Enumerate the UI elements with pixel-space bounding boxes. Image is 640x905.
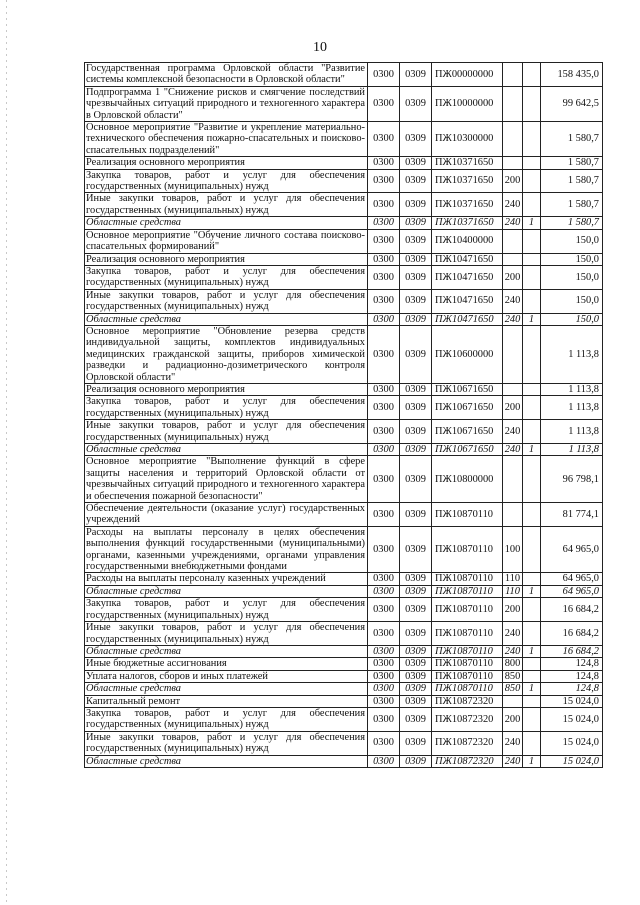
expense-name-cell: Областные средства <box>85 313 368 325</box>
subsection-code-cell: 0309 <box>400 456 432 503</box>
funding-source-cell <box>523 265 541 289</box>
expense-name-cell: Реализация основного мероприятия <box>85 253 368 265</box>
expense-type-cell: 240 <box>503 755 523 767</box>
table-row <box>85 157 603 169</box>
section-code-cell: 0300 <box>368 313 400 325</box>
table-row <box>85 383 603 395</box>
section-code-cell: 0300 <box>368 229 400 253</box>
table-row <box>85 396 603 420</box>
funding-source-cell <box>523 325 541 383</box>
funding-source-cell <box>523 193 541 217</box>
subsection-code-cell: 0309 <box>400 86 432 121</box>
expense-type-cell <box>503 253 523 265</box>
expense-type-cell <box>503 383 523 395</box>
table-row <box>85 658 603 670</box>
table-row <box>85 253 603 265</box>
subsection-code-cell: 0309 <box>400 420 432 444</box>
subsection-code-cell: 0309 <box>400 585 432 597</box>
subsection-code-cell: 0309 <box>400 217 432 229</box>
target-article-cell: ПЖ10671650 <box>432 383 503 395</box>
funding-source-cell <box>523 383 541 395</box>
amount-cell: 1 580,7 <box>541 169 603 193</box>
expense-name-cell: Основное мероприятие "Обновление резерва средств индивидуальной защиты, комплектов индивидуальных медицинских гражданской защиты, приборов химической разведки и радиационно-дозиметрического контроля Орловской области" <box>85 325 368 383</box>
table-row <box>85 731 603 755</box>
expense-type-cell: 200 <box>503 169 523 193</box>
amount-cell: 15 024,0 <box>541 755 603 767</box>
section-code-cell: 0300 <box>368 444 400 456</box>
expense-type-cell: 240 <box>503 193 523 217</box>
section-code-cell: 0300 <box>368 645 400 657</box>
target-article-cell: ПЖ10870110 <box>432 598 503 622</box>
subsection-code-cell: 0309 <box>400 622 432 646</box>
funding-source-cell <box>523 122 541 157</box>
target-article-cell: ПЖ10870110 <box>432 573 503 585</box>
amount-cell: 64 965,0 <box>541 573 603 585</box>
funding-source-cell <box>523 670 541 682</box>
target-article-cell: ПЖ10371650 <box>432 169 503 193</box>
funding-source-cell <box>523 598 541 622</box>
target-article-cell: ПЖ10000000 <box>432 86 503 121</box>
section-code-cell: 0300 <box>368 695 400 707</box>
subsection-code-cell: 0309 <box>400 731 432 755</box>
expense-type-cell: 240 <box>503 217 523 229</box>
expense-name-cell: Областные средства <box>85 683 368 695</box>
section-code-cell: 0300 <box>368 325 400 383</box>
expense-name-cell: Областные средства <box>85 444 368 456</box>
expense-type-cell <box>503 157 523 169</box>
target-article-cell: ПЖ10471650 <box>432 313 503 325</box>
target-article-cell: ПЖ10872320 <box>432 707 503 731</box>
subsection-code-cell: 0309 <box>400 265 432 289</box>
subsection-code-cell: 0309 <box>400 707 432 731</box>
subsection-code-cell: 0309 <box>400 193 432 217</box>
expense-type-cell: 200 <box>503 396 523 420</box>
target-article-cell: ПЖ10600000 <box>432 325 503 383</box>
target-article-cell: ПЖ10870110 <box>432 585 503 597</box>
table-row <box>85 707 603 731</box>
section-code-cell: 0300 <box>368 707 400 731</box>
funding-source-cell: 1 <box>523 217 541 229</box>
subsection-code-cell: 0309 <box>400 503 432 527</box>
expense-name-cell: Иные закупки товаров, работ и услуг для обеспечения государственных (муниципальных) нужд <box>85 731 368 755</box>
table-row <box>85 313 603 325</box>
amount-cell: 150,0 <box>541 313 603 325</box>
funding-source-cell <box>523 86 541 121</box>
expense-name-cell: Областные средства <box>85 585 368 597</box>
section-code-cell: 0300 <box>368 731 400 755</box>
table-row <box>85 755 603 767</box>
funding-source-cell <box>523 396 541 420</box>
funding-source-cell <box>523 289 541 313</box>
amount-cell: 150,0 <box>541 289 603 313</box>
funding-source-cell: 1 <box>523 444 541 456</box>
funding-source-cell <box>523 658 541 670</box>
section-code-cell: 0300 <box>368 456 400 503</box>
section-code-cell: 0300 <box>368 169 400 193</box>
expense-type-cell <box>503 229 523 253</box>
table-row <box>85 86 603 121</box>
section-code-cell: 0300 <box>368 265 400 289</box>
subsection-code-cell: 0309 <box>400 573 432 585</box>
budget-table-body <box>85 63 603 768</box>
expense-type-cell: 240 <box>503 444 523 456</box>
subsection-code-cell: 0309 <box>400 645 432 657</box>
section-code-cell: 0300 <box>368 86 400 121</box>
subsection-code-cell: 0309 <box>400 122 432 157</box>
amount-cell: 15 024,0 <box>541 707 603 731</box>
target-article-cell: ПЖ10671650 <box>432 396 503 420</box>
section-code-cell: 0300 <box>368 670 400 682</box>
amount-cell: 1 580,7 <box>541 122 603 157</box>
table-row <box>85 229 603 253</box>
amount-cell: 1 113,8 <box>541 444 603 456</box>
section-code-cell: 0300 <box>368 157 400 169</box>
table-row <box>85 456 603 503</box>
amount-cell: 16 684,2 <box>541 598 603 622</box>
expense-name-cell: Обеспечение деятельности (оказание услуг) государственных учреждений <box>85 503 368 527</box>
funding-source-cell <box>523 169 541 193</box>
funding-source-cell: 1 <box>523 755 541 767</box>
expense-name-cell: Иные бюджетные ассигнования <box>85 658 368 670</box>
funding-source-cell: 1 <box>523 313 541 325</box>
section-code-cell: 0300 <box>368 122 400 157</box>
expense-type-cell: 850 <box>503 670 523 682</box>
amount-cell: 1 113,8 <box>541 396 603 420</box>
funding-source-cell <box>523 503 541 527</box>
subsection-code-cell: 0309 <box>400 658 432 670</box>
table-row <box>85 645 603 657</box>
amount-cell: 150,0 <box>541 265 603 289</box>
target-article-cell: ПЖ10870110 <box>432 503 503 527</box>
amount-cell: 64 965,0 <box>541 585 603 597</box>
amount-cell: 124,8 <box>541 683 603 695</box>
expense-type-cell: 800 <box>503 658 523 670</box>
funding-source-cell: 1 <box>523 683 541 695</box>
funding-source-cell <box>523 63 541 87</box>
table-row <box>85 169 603 193</box>
target-article-cell: ПЖ10471650 <box>432 253 503 265</box>
subsection-code-cell: 0309 <box>400 383 432 395</box>
expense-name-cell: Областные средства <box>85 755 368 767</box>
expense-type-cell <box>503 325 523 383</box>
amount-cell: 15 024,0 <box>541 731 603 755</box>
section-code-cell: 0300 <box>368 658 400 670</box>
funding-source-cell <box>523 695 541 707</box>
expense-name-cell: Основное мероприятие "Обучение личного состава поисково-спасательных формирований" <box>85 229 368 253</box>
section-code-cell: 0300 <box>368 755 400 767</box>
expense-type-cell: 200 <box>503 598 523 622</box>
section-code-cell: 0300 <box>368 193 400 217</box>
scan-edge-mark <box>6 0 7 905</box>
budget-table <box>84 62 603 768</box>
section-code-cell: 0300 <box>368 289 400 313</box>
expense-name-cell: Закупка товаров, работ и услуг для обеспечения государственных (муниципальных) нужд <box>85 707 368 731</box>
table-row <box>85 622 603 646</box>
subsection-code-cell: 0309 <box>400 157 432 169</box>
subsection-code-cell: 0309 <box>400 695 432 707</box>
target-article-cell: ПЖ10870110 <box>432 683 503 695</box>
expense-type-cell <box>503 122 523 157</box>
funding-source-cell <box>523 573 541 585</box>
expense-type-cell: 110 <box>503 585 523 597</box>
amount-cell: 16 684,2 <box>541 645 603 657</box>
section-code-cell: 0300 <box>368 585 400 597</box>
amount-cell: 15 024,0 <box>541 695 603 707</box>
section-code-cell: 0300 <box>368 573 400 585</box>
subsection-code-cell: 0309 <box>400 396 432 420</box>
expense-type-cell <box>503 86 523 121</box>
subsection-code-cell: 0309 <box>400 253 432 265</box>
expense-type-cell: 200 <box>503 707 523 731</box>
table-row <box>85 526 603 573</box>
subsection-code-cell: 0309 <box>400 755 432 767</box>
target-article-cell: ПЖ00000000 <box>432 63 503 87</box>
target-article-cell: ПЖ10300000 <box>432 122 503 157</box>
table-row <box>85 420 603 444</box>
expense-name-cell: Закупка товаров, работ и услуг для обеспечения государственных (муниципальных) нужд <box>85 169 368 193</box>
subsection-code-cell: 0309 <box>400 670 432 682</box>
amount-cell: 124,8 <box>541 670 603 682</box>
table-row <box>85 503 603 527</box>
subsection-code-cell: 0309 <box>400 683 432 695</box>
expense-name-cell: Реализация основного мероприятия <box>85 157 368 169</box>
subsection-code-cell: 0309 <box>400 598 432 622</box>
expense-type-cell <box>503 456 523 503</box>
table-row <box>85 193 603 217</box>
section-code-cell: 0300 <box>368 63 400 87</box>
expense-type-cell: 240 <box>503 313 523 325</box>
expense-type-cell: 110 <box>503 573 523 585</box>
expense-name-cell: Закупка товаров, работ и услуг для обеспечения государственных (муниципальных) нужд <box>85 598 368 622</box>
expense-name-cell: Капитальный ремонт <box>85 695 368 707</box>
expense-name-cell: Основное мероприятие "Развитие и укрепление материально-технического обеспечения пожарно-спасательных и поисково-спасательных подразделений" <box>85 122 368 157</box>
table-row <box>85 63 603 87</box>
target-article-cell: ПЖ10872320 <box>432 731 503 755</box>
amount-cell: 99 642,5 <box>541 86 603 121</box>
target-article-cell: ПЖ10371650 <box>432 217 503 229</box>
target-article-cell: ПЖ10870110 <box>432 526 503 573</box>
funding-source-cell <box>523 456 541 503</box>
amount-cell: 16 684,2 <box>541 622 603 646</box>
funding-source-cell <box>523 420 541 444</box>
section-code-cell: 0300 <box>368 503 400 527</box>
section-code-cell: 0300 <box>368 396 400 420</box>
page-number: 10 <box>313 40 327 55</box>
amount-cell: 96 798,1 <box>541 456 603 503</box>
funding-source-cell <box>523 622 541 646</box>
section-code-cell: 0300 <box>368 683 400 695</box>
funding-source-cell <box>523 526 541 573</box>
expense-name-cell: Закупка товаров, работ и услуг для обеспечения государственных (муниципальных) нужд <box>85 265 368 289</box>
expense-name-cell: Закупка товаров, работ и услуг для обеспечения государственных (муниципальных) нужд <box>85 396 368 420</box>
funding-source-cell <box>523 253 541 265</box>
expense-type-cell <box>503 63 523 87</box>
table-row <box>85 573 603 585</box>
expense-name-cell: Иные закупки товаров, работ и услуг для обеспечения государственных (муниципальных) нужд <box>85 193 368 217</box>
subsection-code-cell: 0309 <box>400 313 432 325</box>
funding-source-cell <box>523 707 541 731</box>
expense-type-cell <box>503 695 523 707</box>
expense-name-cell: Государственная программа Орловской области "Развитие системы комплексной безопасности в Орловской области" <box>85 63 368 87</box>
funding-source-cell <box>523 731 541 755</box>
target-article-cell: ПЖ10870110 <box>432 645 503 657</box>
section-code-cell: 0300 <box>368 253 400 265</box>
target-article-cell: ПЖ10471650 <box>432 265 503 289</box>
expense-name-cell: Подпрограмма 1 "Снижение рисков и смягчение последствий чрезвычайных ситуаций природного и техногенного характера в Орловской области" <box>85 86 368 121</box>
expense-name-cell: Реализация основного мероприятия <box>85 383 368 395</box>
target-article-cell: ПЖ10671650 <box>432 420 503 444</box>
table-row <box>85 217 603 229</box>
subsection-code-cell: 0309 <box>400 526 432 573</box>
expense-name-cell: Иные закупки товаров, работ и услуг для обеспечения государственных (муниципальных) нужд <box>85 289 368 313</box>
expense-name-cell: Областные средства <box>85 645 368 657</box>
subsection-code-cell: 0309 <box>400 63 432 87</box>
table-row <box>85 122 603 157</box>
table-row <box>85 670 603 682</box>
target-article-cell: ПЖ10872320 <box>432 695 503 707</box>
expense-type-cell: 200 <box>503 265 523 289</box>
expense-type-cell: 850 <box>503 683 523 695</box>
funding-source-cell: 1 <box>523 645 541 657</box>
funding-source-cell: 1 <box>523 585 541 597</box>
expense-type-cell: 240 <box>503 420 523 444</box>
expense-name-cell: Областные средства <box>85 217 368 229</box>
subsection-code-cell: 0309 <box>400 444 432 456</box>
amount-cell: 81 774,1 <box>541 503 603 527</box>
expense-name-cell: Расходы на выплаты персоналу в целях обеспечения выполнения функций государственными (муниципальными) органами, казенными учреждениями, органами управления государственными внебюджетными фондами <box>85 526 368 573</box>
table-row <box>85 683 603 695</box>
amount-cell: 1 113,8 <box>541 420 603 444</box>
table-row <box>85 598 603 622</box>
target-article-cell: ПЖ10870110 <box>432 658 503 670</box>
amount-cell: 124,8 <box>541 658 603 670</box>
expense-type-cell <box>503 503 523 527</box>
expense-type-cell: 100 <box>503 526 523 573</box>
amount-cell: 1 580,7 <box>541 217 603 229</box>
section-code-cell: 0300 <box>368 383 400 395</box>
target-article-cell: ПЖ10400000 <box>432 229 503 253</box>
table-row <box>85 585 603 597</box>
target-article-cell: ПЖ10872320 <box>432 755 503 767</box>
table-row <box>85 325 603 383</box>
subsection-code-cell: 0309 <box>400 229 432 253</box>
funding-source-cell <box>523 229 541 253</box>
expense-type-cell: 240 <box>503 289 523 313</box>
section-code-cell: 0300 <box>368 622 400 646</box>
funding-source-cell <box>523 157 541 169</box>
amount-cell: 150,0 <box>541 253 603 265</box>
target-article-cell: ПЖ10870110 <box>432 670 503 682</box>
amount-cell: 1 113,8 <box>541 325 603 383</box>
section-code-cell: 0300 <box>368 526 400 573</box>
target-article-cell: ПЖ10870110 <box>432 622 503 646</box>
amount-cell: 1 113,8 <box>541 383 603 395</box>
target-article-cell: ПЖ10671650 <box>432 444 503 456</box>
expense-name-cell: Иные закупки товаров, работ и услуг для обеспечения государственных (муниципальных) нужд <box>85 622 368 646</box>
expense-type-cell: 240 <box>503 731 523 755</box>
section-code-cell: 0300 <box>368 217 400 229</box>
subsection-code-cell: 0309 <box>400 325 432 383</box>
section-code-cell: 0300 <box>368 420 400 444</box>
table-row <box>85 695 603 707</box>
table-row <box>85 444 603 456</box>
amount-cell: 1 580,7 <box>541 193 603 217</box>
section-code-cell: 0300 <box>368 598 400 622</box>
expense-name-cell: Основное мероприятие "Выполнение функций в сфере защиты населения и территорий Орловской области от чрезвычайных ситуаций природного и техногенного характера и обеспечения пожарной безопасности" <box>85 456 368 503</box>
table-row <box>85 289 603 313</box>
amount-cell: 64 965,0 <box>541 526 603 573</box>
expense-type-cell: 240 <box>503 622 523 646</box>
amount-cell: 1 580,7 <box>541 157 603 169</box>
target-article-cell: ПЖ10800000 <box>432 456 503 503</box>
table-row <box>85 265 603 289</box>
amount-cell: 158 435,0 <box>541 63 603 87</box>
target-article-cell: ПЖ10371650 <box>432 157 503 169</box>
expense-name-cell: Расходы на выплаты персоналу казенных учреждений <box>85 573 368 585</box>
target-article-cell: ПЖ10471650 <box>432 289 503 313</box>
subsection-code-cell: 0309 <box>400 169 432 193</box>
expense-name-cell: Уплата налогов, сборов и иных платежей <box>85 670 368 682</box>
subsection-code-cell: 0309 <box>400 289 432 313</box>
amount-cell: 150,0 <box>541 229 603 253</box>
expense-name-cell: Иные закупки товаров, работ и услуг для обеспечения государственных (муниципальных) нужд <box>85 420 368 444</box>
expense-type-cell: 240 <box>503 645 523 657</box>
target-article-cell: ПЖ10371650 <box>432 193 503 217</box>
